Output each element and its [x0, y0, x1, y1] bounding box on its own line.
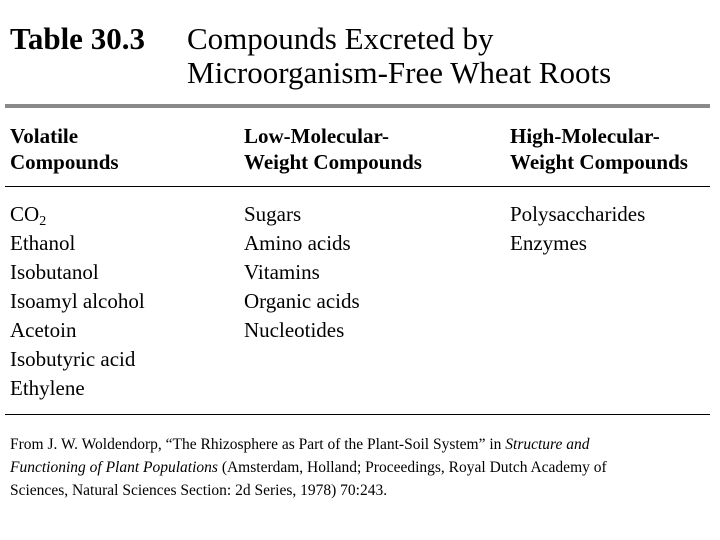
column-header-line-1: Low-Molecular-: [244, 124, 390, 148]
table-cell: Sugars: [244, 202, 302, 226]
column-volatile: [10, 200, 145, 403]
column-header-line-1: Volatile: [10, 124, 79, 148]
table-number: Table 30.3: [10, 21, 145, 56]
table-cell: Isobutyric acid: [10, 347, 136, 371]
column-header-line-2: Compounds: [10, 150, 119, 174]
source-line-2: [10, 456, 710, 479]
subscript: 2: [39, 214, 47, 229]
source-italic: Functioning of Plant Populations: [10, 459, 218, 476]
column-low-molecular: [244, 200, 360, 345]
table-cell: Nucleotides: [244, 318, 345, 342]
table-cell: Amino acids: [244, 231, 351, 255]
header-rule: [5, 186, 710, 187]
table-cell: Isobutanol: [10, 260, 99, 284]
table-cell: Ethanol: [10, 231, 76, 255]
column-header-volatile: [10, 123, 119, 175]
table-cell: Organic acids: [244, 289, 360, 313]
source-text: From J. W. Woldendorp, “The Rhizosphere as Part of the Plant-Soil System” in: [10, 436, 506, 453]
table-cell: Acetoin: [10, 318, 77, 342]
source-line-1: [10, 433, 710, 456]
table-title-line-1: Compounds Excreted by: [187, 21, 494, 56]
column-header-line-2: Weight Compounds: [510, 150, 688, 174]
cell-text: CO: [10, 202, 40, 226]
table-cell: Enzymes: [510, 231, 587, 255]
table-cell: Polysaccharides: [510, 202, 646, 226]
table-title: [187, 22, 611, 90]
column-header-low-molecular: [244, 123, 422, 175]
table-title-block: [10, 22, 710, 92]
top-rule: [5, 104, 710, 108]
table-cell: Isoamyl alcohol: [10, 289, 145, 313]
table-cell: [10, 200, 145, 229]
table-title-line-2: Microorganism-Free Wheat Roots: [187, 55, 612, 90]
source-note: [10, 433, 710, 502]
column-header-high-molecular: [510, 123, 688, 175]
column-high-molecular: [510, 200, 645, 258]
source-italic: Structure and: [505, 436, 590, 453]
column-header-line-2: Weight Compounds: [244, 150, 422, 174]
table-cell: Vitamins: [244, 260, 320, 284]
footer-rule: [5, 414, 710, 415]
column-header-line-1: High-Molecular-: [510, 124, 660, 148]
source-text: (Amsterdam, Holland; Proceedings, Royal Dutch Academy of: [217, 459, 607, 476]
table-cell: Ethylene: [10, 376, 85, 400]
source-line-3: Sciences, Natural Sciences Section: 2d Series, 1978) 70:243.: [10, 482, 388, 499]
